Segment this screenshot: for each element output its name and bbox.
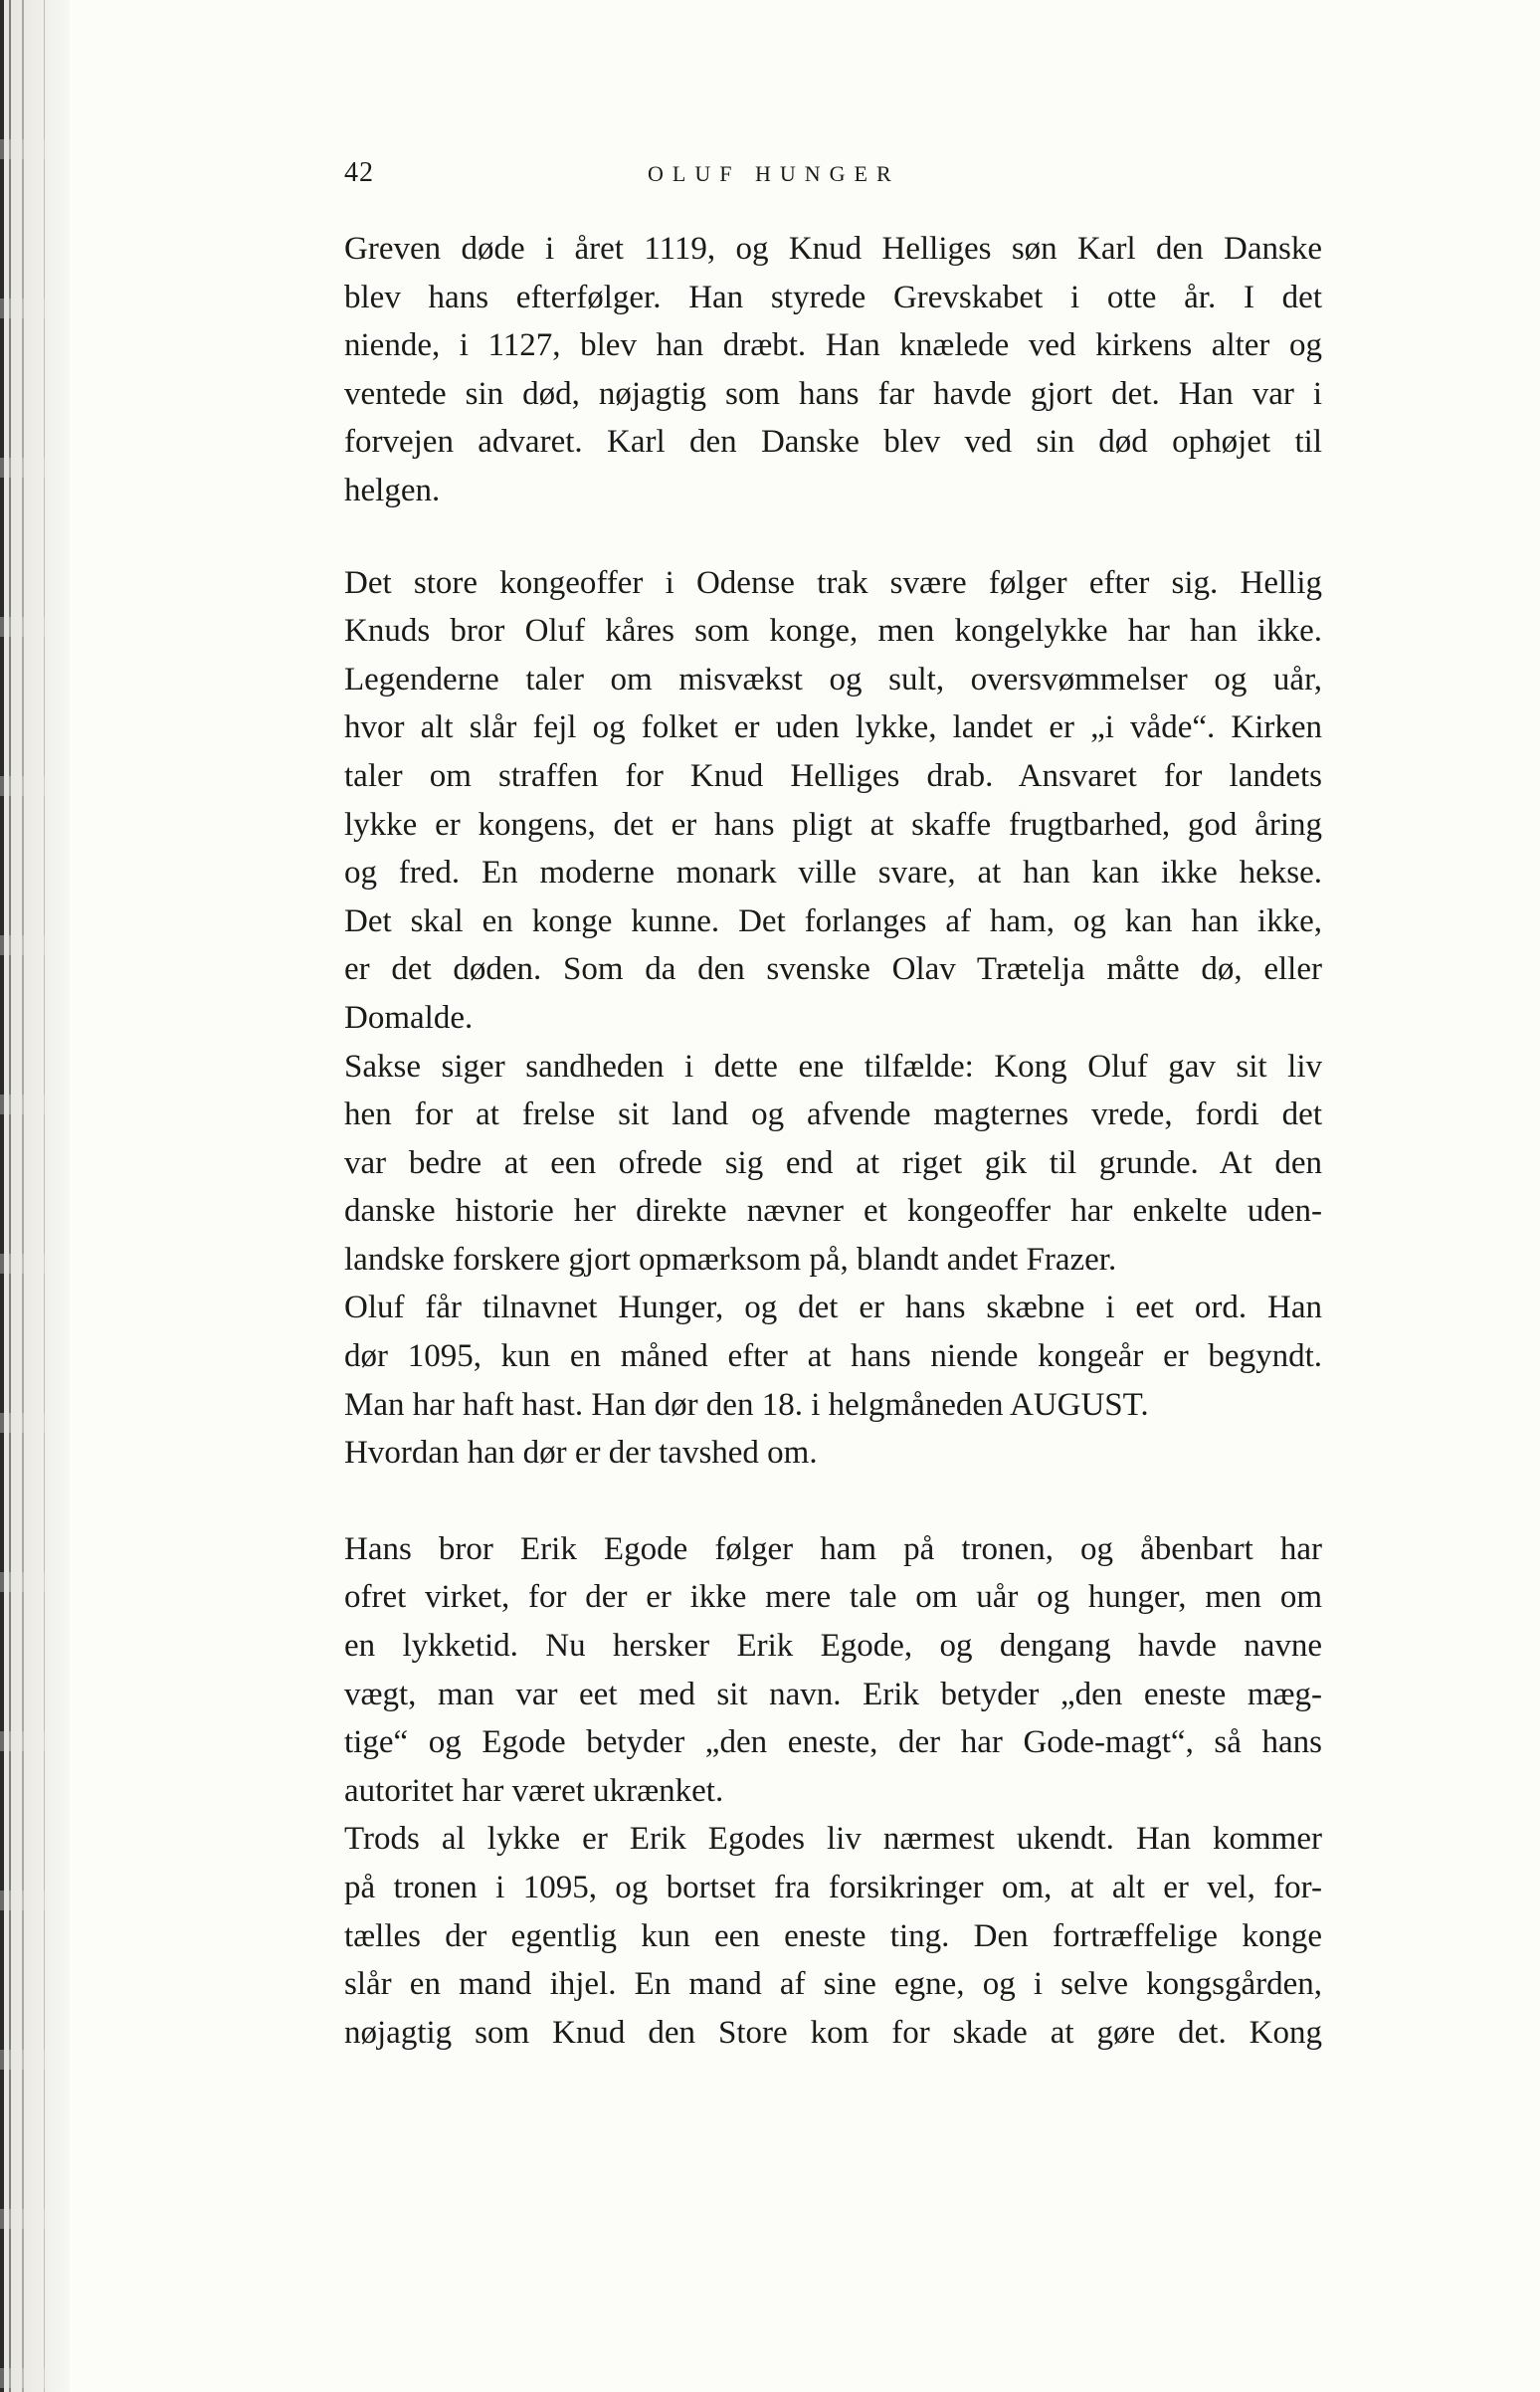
binding-edge: [9, 0, 11, 2392]
text-line: autoritet har været ukrænket.: [344, 1772, 724, 1809]
binding-edge: [22, 0, 24, 2392]
text-line: tige“ og Egode betyder „den eneste, der har Gode-magt“, så hans: [344, 1724, 1322, 1761]
paragraph: [344, 1043, 1322, 1285]
text-line: ventede sin død, nøjagtig som hans far havde gjort det. Han var i: [344, 375, 1322, 412]
text-line: slår en mand ihjel. En mand af sine egne, og i selve kongsgården,: [344, 1966, 1322, 2003]
paragraph: [344, 559, 1322, 1043]
text-line: Greven døde i året 1119, og Knud Helliges søn Karl den Danske: [344, 231, 1322, 267]
text-line: Hans bror Erik Egode følger ham på tronen, og åbenbart har: [344, 1530, 1322, 1567]
text-line: dør 1095, kun en måned efter at hans niende kongeår er begyndt.: [344, 1338, 1322, 1375]
text-line: ofret virket, for der er ikke mere tale om uår og hunger, men om: [344, 1579, 1322, 1616]
binding-edge: [44, 0, 45, 2392]
text-line: på tronen i 1095, og bortset fra forsikringer om, at alt er vel, for-: [344, 1870, 1322, 1905]
text-line: blev hans efterfølger. Han styrede Grevskabet i otte år. I det: [344, 279, 1322, 315]
paragraph: [344, 1815, 1322, 2057]
text-line: og fred. En moderne monark ville svare, at han kan ikke hekse.: [344, 855, 1322, 892]
paragraph: [344, 1284, 1322, 1429]
binding-edge: [0, 0, 4, 2392]
text-line: Det store kongeoffer i Odense trak svære følger efter sig. Hellig: [344, 564, 1322, 601]
text-line: Sakse siger sandheden i dette ene tilfælde: Kong Oluf gav sit liv: [344, 1048, 1322, 1085]
text-line: Oluf får tilnavnet Hunger, og det er hans skæbne i eet ord. Han: [344, 1290, 1322, 1326]
text-line: en lykketid. Nu hersker Erik Egode, og dengang havde navne: [344, 1628, 1322, 1665]
text-line: var bedre at een ofrede sig end at riget gik til grunde. At den: [344, 1144, 1322, 1181]
paragraph: [344, 1525, 1322, 1816]
section-gap: [344, 515, 1322, 559]
text-line: nøjagtig som Knud den Store kom for skade at gøre det. Kong: [344, 2014, 1322, 2051]
text-line: Man har haft hast. Han dør den 18. i helgmåneden AUGUST.: [344, 1386, 1149, 1423]
section-gap: [344, 1478, 1322, 1525]
text-line: landske forskere gjort opmærksom på, blandt andet Frazer.: [344, 1241, 1117, 1278]
running-title: OLUF HUNGER: [648, 161, 900, 186]
text-line: Domalde.: [344, 999, 474, 1036]
text-line: danske historie her direkte nævner et kongeoffer har enkelte uden-: [344, 1193, 1322, 1230]
text-line: tælles der egentlig kun een eneste ting. Den fortræffelige konge: [344, 1917, 1322, 1954]
text-line: forvejen advaret. Karl den Danske blev ved sin død ophøjet til: [344, 424, 1322, 461]
text-line: lykke er kongens, det er hans pligt at skaffe frugtbarhed, god åring: [344, 806, 1322, 843]
text-line: Hvordan han dør er der tavshed om.: [344, 1435, 818, 1472]
text-line: helgen.: [344, 472, 441, 508]
text-line: er det døden. Som da den svenske Olav Trætelja måtte dø, eller: [344, 951, 1322, 988]
text-line: Det skal en konge kunne. Det forlanges af ham, og kan han ikke,: [344, 902, 1322, 939]
text-line: Knuds bror Oluf kåres som konge, men kongelykke har han ikke.: [344, 613, 1322, 650]
text-line: Trods al lykke er Erik Egodes liv nærmest ukendt. Han kommer: [344, 1821, 1322, 1858]
text-line: hvor alt slår fejl og folket er uden lykke, landet er „i våde“. Kirken: [344, 709, 1322, 746]
text-line: niende, i 1127, blev han dræbt. Han knælede ved kirkens alter og: [344, 327, 1322, 364]
running-head: [344, 157, 1319, 197]
text-line: taler om straffen for Knud Helliges drab. Ansvaret for landets: [344, 757, 1322, 794]
paragraph: [344, 225, 1322, 515]
body-text: [344, 225, 1322, 2057]
text-line: hen for at frelse sit land og afvende magternes vrede, fordi det: [344, 1096, 1322, 1133]
text-line: Legenderne taler om misvækst og sult, oversvømmelser og uår,: [344, 661, 1322, 698]
book-spine-shadow: [0, 0, 70, 2392]
paragraph: [344, 1429, 1322, 1478]
page-number: 42: [344, 157, 374, 188]
text-line: vægt, man var eet med sit navn. Erik betyder „den eneste mæg-: [344, 1676, 1322, 1712]
